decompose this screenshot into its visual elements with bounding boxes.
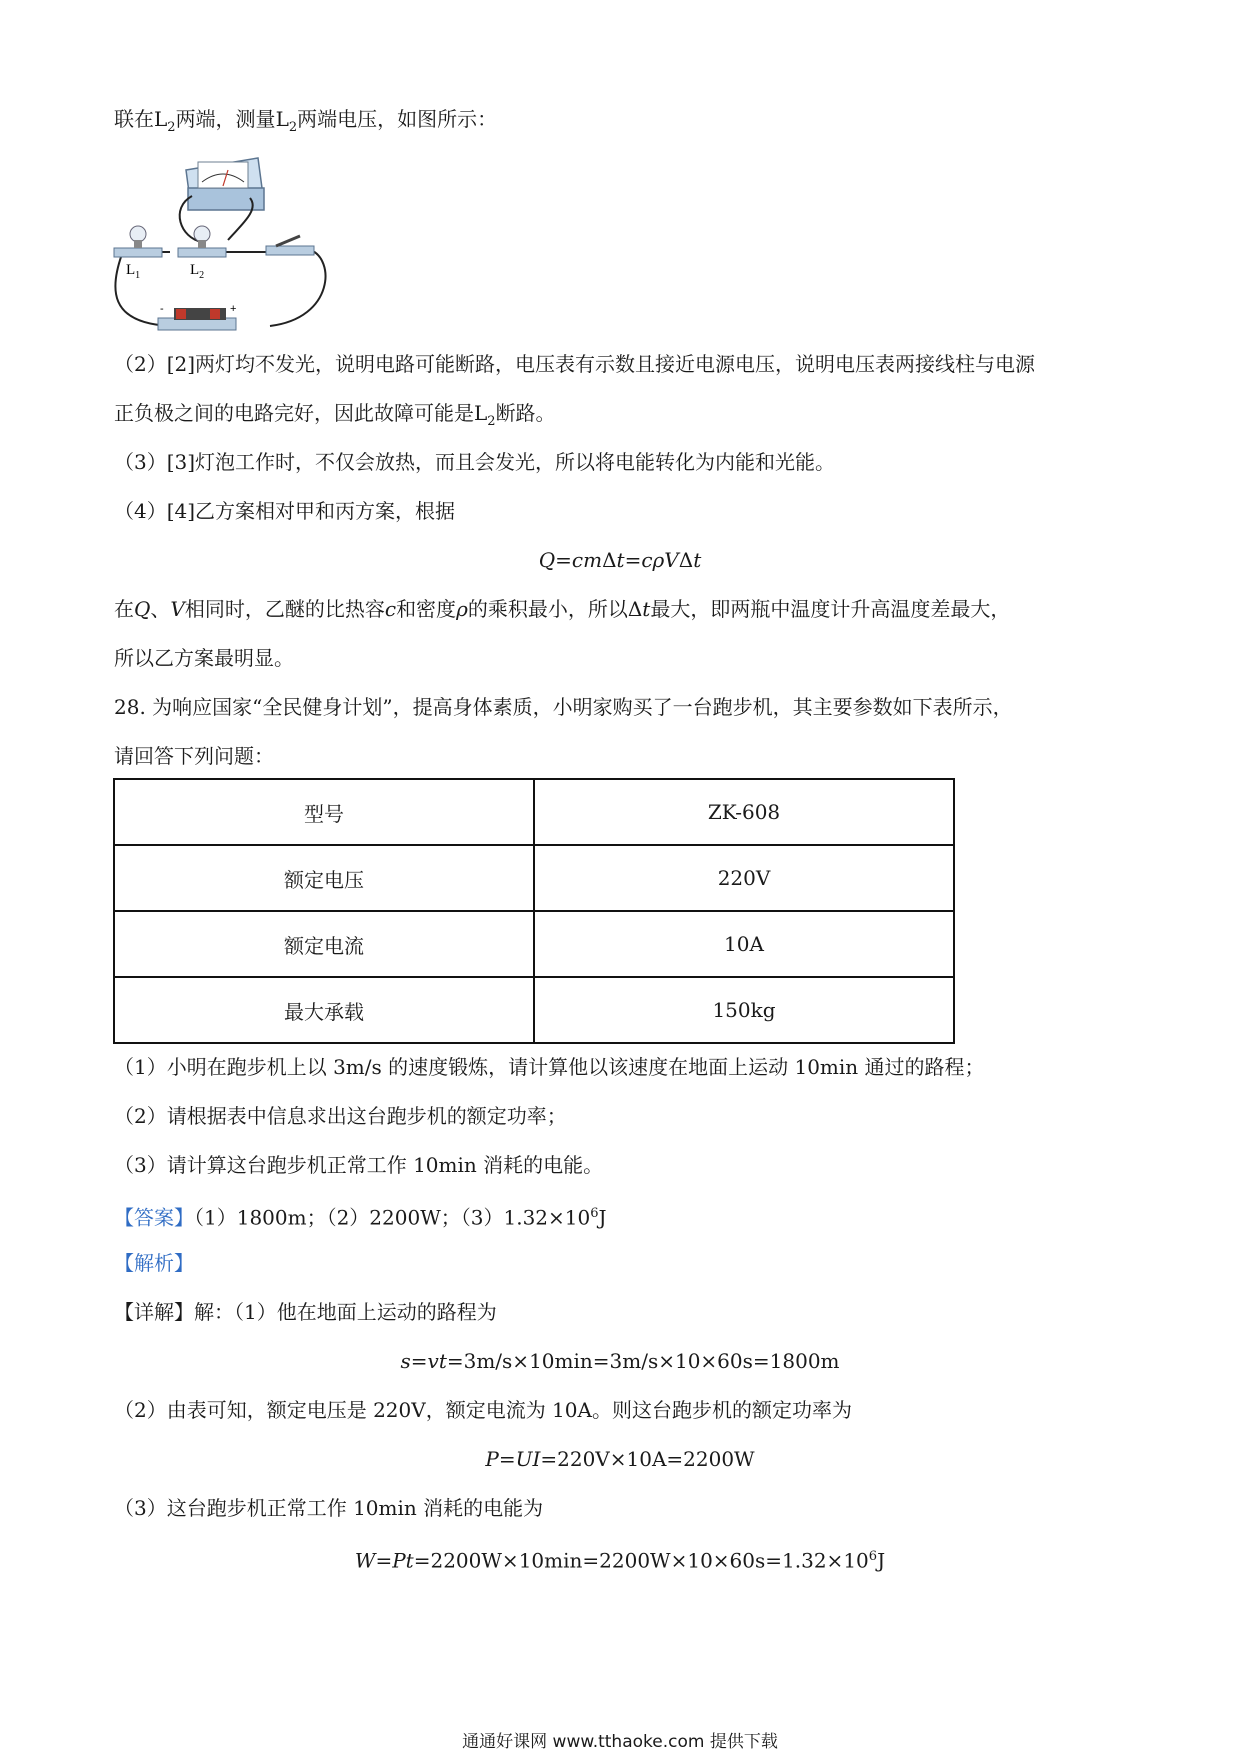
text: =2200W×10min=2200W×10×60s=1.32×10 xyxy=(413,1548,869,1573)
switch xyxy=(266,236,314,255)
label-l1: $L_1$ xyxy=(126,262,141,281)
text: 两端电压，如图所示： xyxy=(297,107,498,131)
text: W xyxy=(354,1548,376,1573)
text-line xyxy=(114,594,1010,624)
text: 断路。 xyxy=(495,401,556,425)
sub-question-1: （1）小明在跑步机上以 3m/s 的速度锻炼，请计算他以该速度在地面上运动 10min 通过的路程； xyxy=(114,1055,985,1079)
text: 和密度 xyxy=(396,597,457,621)
text: UI xyxy=(515,1447,541,1471)
equation xyxy=(0,1444,1240,1474)
text: J xyxy=(598,1205,607,1230)
analysis-label: 【解析】 xyxy=(114,1251,194,1275)
table-row xyxy=(114,779,954,845)
text: 正负极之间的电路完好，因此故障可能是 xyxy=(114,401,474,425)
subscript: 2 xyxy=(288,120,298,135)
equation xyxy=(0,1346,1240,1376)
text: （1）1800m；（2）2200W；（3）1.32×10 xyxy=(194,1205,591,1230)
superscript: 6 xyxy=(868,1549,878,1564)
table-cell: ZK-608 xyxy=(534,779,954,845)
text: L xyxy=(474,401,488,425)
text: Q xyxy=(538,548,556,572)
lamp-l1 xyxy=(114,226,162,257)
text: = xyxy=(624,548,642,572)
text: =3m/s×10min=3m/s×10×60s=1800m xyxy=(446,1349,840,1373)
text: V xyxy=(170,597,185,621)
text-line: （2）由表可知，额定电压是 220V，额定电流为 10A。则这台跑步机的额定功率为 xyxy=(114,1398,852,1422)
table-row xyxy=(114,977,954,1043)
label-l2: $L_2$ xyxy=(190,262,205,281)
text: = xyxy=(410,1349,428,1373)
table-cell: 10A xyxy=(534,911,954,977)
text: 最大，即两瓶中温度计升高温度差最大， xyxy=(650,597,1011,621)
text: 在 xyxy=(114,597,134,621)
text: cρV xyxy=(641,548,679,572)
table-row xyxy=(114,911,954,977)
table-row xyxy=(114,845,954,911)
text-line: （2）[2]两灯均不发光，说明电路可能断路，电压表有示数且接近电源电压，说明电压表两接线柱与电源 xyxy=(114,352,1036,376)
table-cell: 220V xyxy=(534,845,954,911)
text: Q xyxy=(134,597,151,621)
text: 解：（1）他在地面上运动的路程为 xyxy=(194,1300,497,1324)
question-28: 28. 为响应国家“全民健身计划”，提高身体素质，小明家购买了一台跑步机，其主要参数如下表所示， xyxy=(114,695,1013,719)
text: Δ xyxy=(602,548,617,572)
text: 相同时，乙醚的比热容 xyxy=(184,597,385,621)
text: = xyxy=(555,548,572,572)
text: t xyxy=(642,597,651,621)
text: 两端，测量 xyxy=(175,107,276,131)
superscript: 6 xyxy=(590,1206,599,1221)
text: 的乘积最小，所以 xyxy=(467,597,628,621)
text: = xyxy=(498,1447,516,1471)
text: s xyxy=(400,1349,411,1373)
battery-plus: + xyxy=(230,303,237,315)
text-line xyxy=(114,398,556,437)
text: t xyxy=(693,548,702,572)
text: = xyxy=(375,1548,393,1573)
text: c xyxy=(384,597,397,621)
table-cell: 额定电流 xyxy=(114,911,534,977)
text-line: 所以乙方案最明显。 xyxy=(114,646,294,670)
text: L xyxy=(154,107,168,131)
text: cm xyxy=(571,548,603,572)
text: Δ xyxy=(678,548,694,572)
text: L xyxy=(275,107,289,131)
table-cell: 额定电压 xyxy=(114,845,534,911)
equation xyxy=(0,1542,1240,1576)
text-line: 请回答下列问题： xyxy=(114,744,274,768)
text: =220V×10A=2200W xyxy=(540,1447,755,1471)
sub-question-3: （3）请计算这台跑步机正常工作 10min 消耗的电能。 xyxy=(114,1153,604,1177)
answer-label: 【答案】 xyxy=(114,1205,194,1230)
parameter-table xyxy=(113,778,955,1044)
equation xyxy=(0,545,1240,575)
text: t xyxy=(616,548,625,572)
subscript: 2 xyxy=(487,414,496,429)
page-footer[interactable]: 通通好课网 www.tthaoke.com 提供下载 xyxy=(462,1732,778,1752)
answer-line xyxy=(114,1199,607,1233)
text-line: （3）[3]灯泡工作时，不仅会放热，而且会发光，所以将电能转化为内能和光能。 xyxy=(114,450,836,474)
text: ρ xyxy=(456,597,468,621)
detail-line xyxy=(114,1297,497,1327)
text-line xyxy=(114,104,497,143)
table-cell: 150kg xyxy=(534,977,954,1043)
text: Δ xyxy=(627,597,643,621)
text: J xyxy=(877,1548,886,1573)
text: vt xyxy=(427,1349,447,1373)
circuit-diagram xyxy=(110,148,340,338)
subscript: 2 xyxy=(167,120,176,135)
text: 联在 xyxy=(114,107,154,131)
table-cell: 型号 xyxy=(114,779,534,845)
detail-label: 【详解】 xyxy=(114,1300,194,1324)
text-line: （4）[4]乙方案相对甲和丙方案，根据 xyxy=(114,499,456,523)
sub-question-2: （2）请根据表中信息求出这台跑步机的额定功率； xyxy=(114,1104,567,1128)
battery-minus: - xyxy=(160,303,164,315)
text: P xyxy=(485,1447,499,1471)
table-cell: 最大承载 xyxy=(114,977,534,1043)
text: 、 xyxy=(150,597,171,621)
text: Pt xyxy=(392,1548,414,1573)
text-line: （3）这台跑步机正常工作 10min 消耗的电能为 xyxy=(114,1496,544,1520)
battery xyxy=(158,308,236,330)
